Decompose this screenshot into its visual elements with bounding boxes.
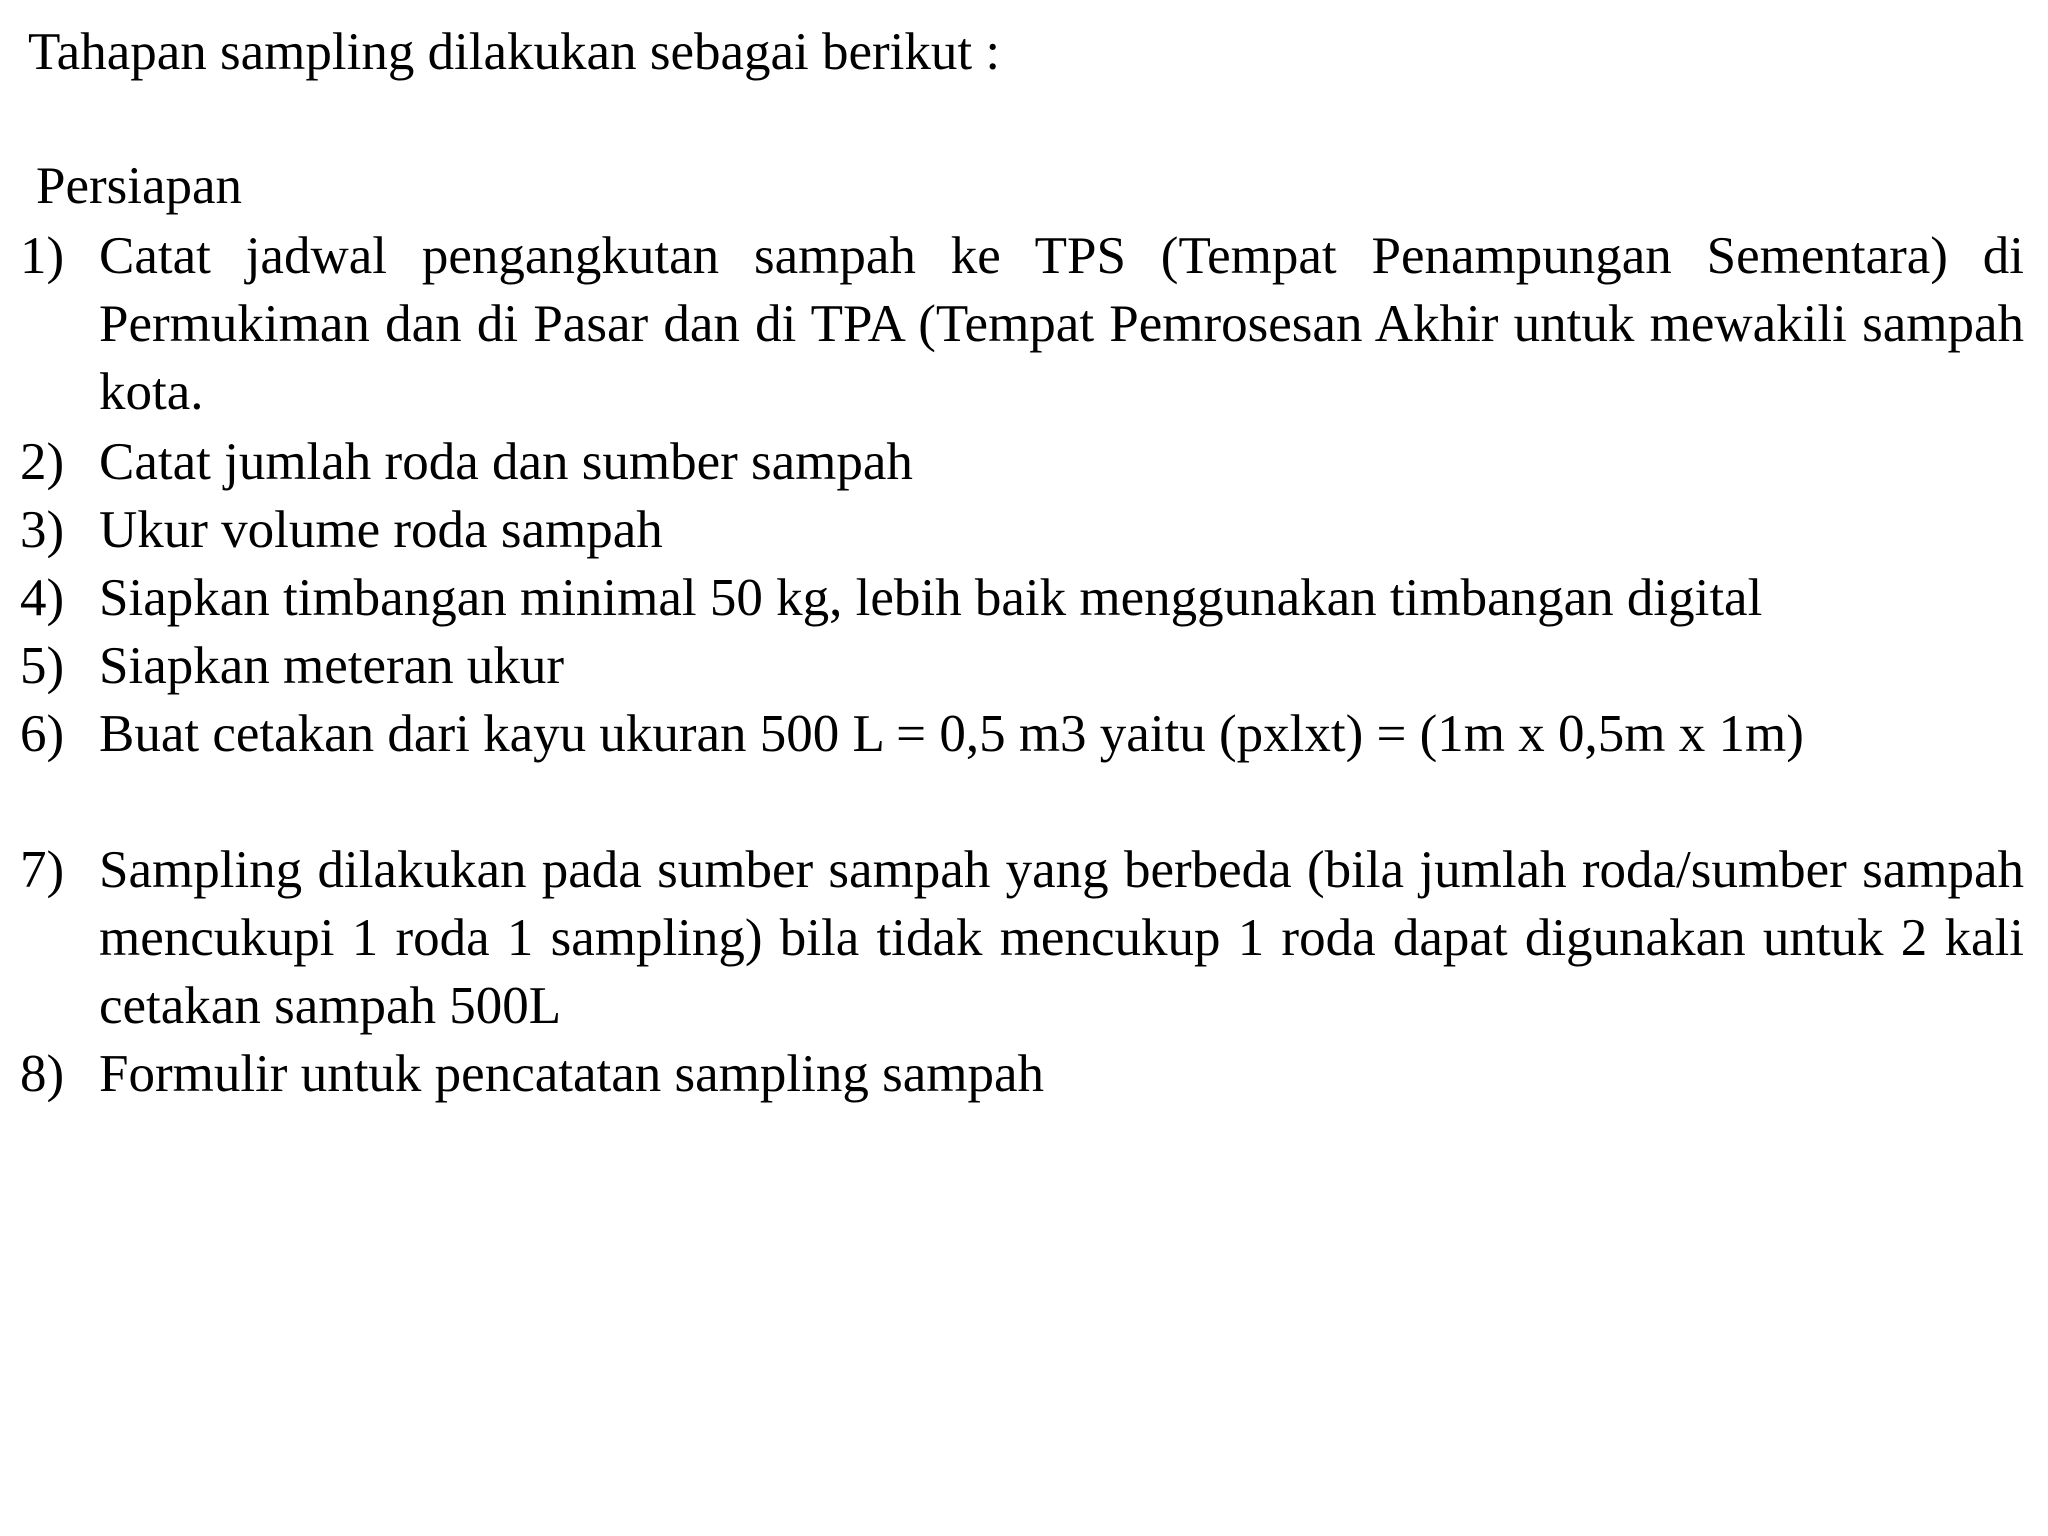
list-item xyxy=(20,1040,2024,1108)
list-item-text: Siapkan meteran ukur xyxy=(99,637,565,695)
list-item-text: Catat jumlah roda dan sumber sampah xyxy=(99,433,913,491)
list-item-text: Buat cetakan dari kayu ukuran 500 L = 0,5 m3 yaitu (pxlxt) = (1m x 0,5m x 1m) xyxy=(99,705,1804,763)
list-item xyxy=(20,700,2024,768)
list-item xyxy=(20,428,2024,496)
list-item-number: 3) xyxy=(20,501,65,559)
list-item-number: 8) xyxy=(20,1045,65,1103)
section-heading: Persiapan xyxy=(36,157,243,215)
list-item-number: 5) xyxy=(20,637,65,695)
intro-text: Tahapan sampling dilakukan sebagai berikut : xyxy=(28,23,1001,81)
list-item-text: Catat jadwal pengangkutan sampah ke TPS (Tempat Penampungan Sementara) di Permukiman dan di Pasar dan di TPA (Tempat Pemrosesan Akhir untuk mewakili sampah kota. xyxy=(99,227,2024,421)
list-item-number: 1) xyxy=(20,227,65,285)
list-item-text: Ukur volume roda sampah xyxy=(99,501,663,559)
list-item-text: Formulir untuk pencatatan sampling sampah xyxy=(99,1045,1044,1103)
list-item xyxy=(20,564,2024,632)
list-item-number: 4) xyxy=(20,569,65,627)
list-item-text: Sampling dilakukan pada sumber sampah yang berbeda (bila jumlah roda/sumber sampah mencukupi 1 roda 1 sampling) bila tidak mencukup 1 roda dapat digunakan untuk 2 kali cetakan sampah 500L xyxy=(99,841,2024,1035)
list-item xyxy=(20,496,2024,564)
list-item-number: 6) xyxy=(20,705,65,763)
list-item-number: 2) xyxy=(20,433,65,491)
list-item-number: 7) xyxy=(20,841,65,899)
list-item xyxy=(20,632,2024,700)
list-item-text: Siapkan timbangan minimal 50 kg, lebih baik menggunakan timbangan digital xyxy=(99,569,1763,627)
list-item xyxy=(20,222,2024,426)
list-item xyxy=(20,836,2024,1040)
